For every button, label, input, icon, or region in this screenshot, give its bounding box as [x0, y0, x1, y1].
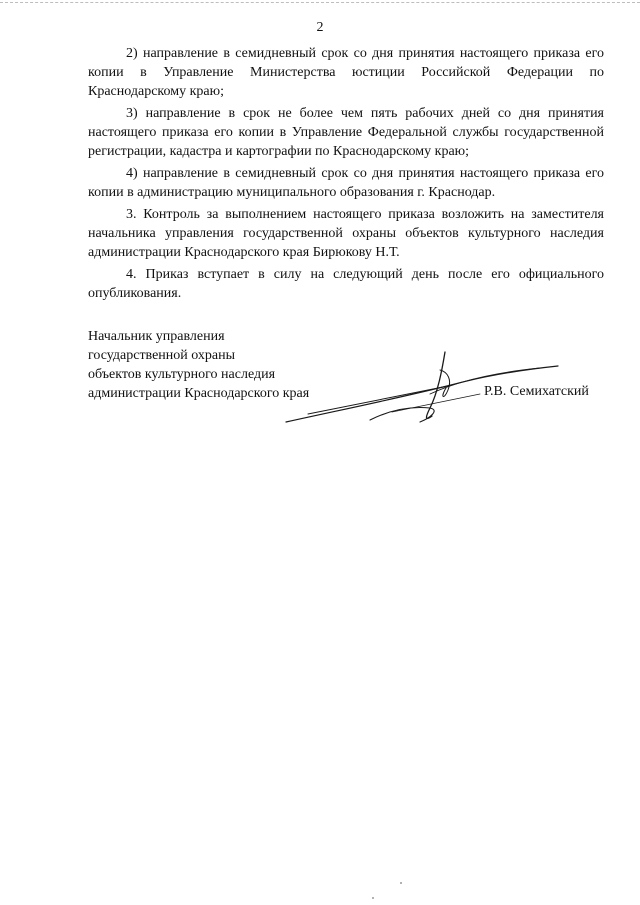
paragraph-item-4: 4) направление в семидневный срок со дня принятия настоящего приказа его копии в администрацию муниципального образования г. Краснодар. [88, 166, 604, 200]
scan-speck [372, 897, 374, 899]
paragraph-control-clause: 3. Контроль за выполнением настоящего приказа возложить на заместителя начальника управления государственной охраны объектов культурного наследия администрации Краснодарского края Бирюкову Н.Т. [88, 207, 604, 260]
document-body [88, 44, 604, 306]
signatory-title-line: администрации Краснодарского края [88, 386, 310, 401]
signatory-title-line: Начальник управления [88, 329, 225, 344]
paragraph-item-3: 3) направление в срок не более чем пять рабочих дней со дня принятия настоящего приказа его копии в Управление Федеральной службы государственной регистрации, кадастра и картографии по Краснодарскому краю; [88, 106, 604, 159]
signatory-name: Р.В. Семихатский [484, 384, 589, 399]
paragraph-effective-clause: 4. Приказ вступает в силу на следующий день после его официального опубликования. [88, 267, 604, 301]
paragraph-item-2: 2) направление в семидневный срок со дня принятия настоящего приказа его копии в Управление Министерства юстиции Российской Федерации по Краснодарскому краю; [88, 46, 604, 99]
scan-top-edge [0, 2, 640, 4]
signatory-title-line: государственной охраны [88, 348, 236, 363]
page-number: 2 [316, 20, 324, 35]
signatory-title-line: объектов культурного наследия [88, 367, 276, 382]
scan-speck [400, 882, 402, 884]
